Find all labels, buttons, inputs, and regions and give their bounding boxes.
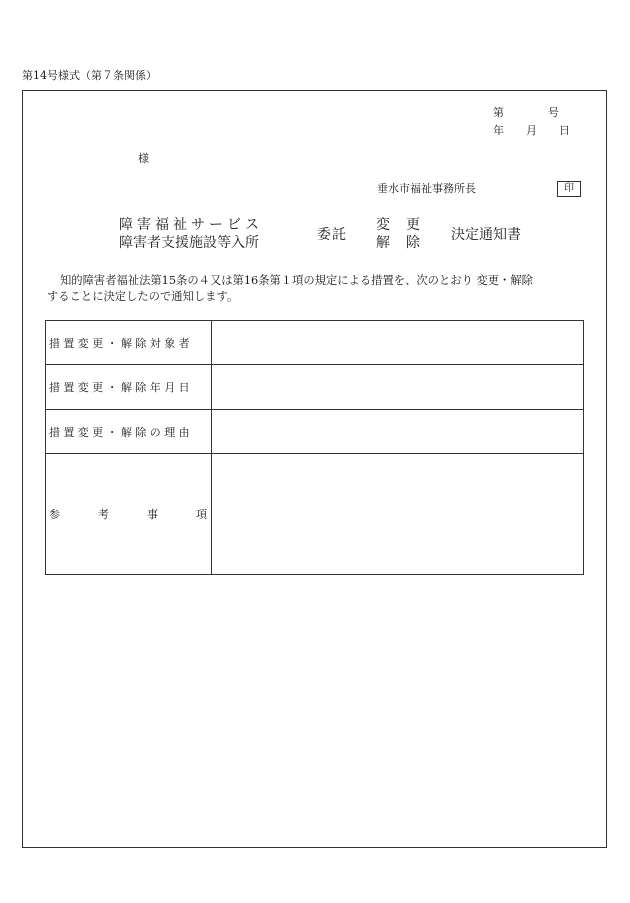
change-reason-label: 措置変更・解除の理由: [49, 425, 193, 439]
body-text-line2: することに決定したので通知します。: [47, 290, 239, 303]
body-text-line1: 知的障害者福祉法第15条の４又は第16条第１項の規定による措置を、次のとおり 変更・解除: [60, 274, 533, 287]
title-entrust: 委託: [317, 227, 347, 243]
table-row: [46, 321, 584, 365]
title-facility: 障害者支援施設等入所: [119, 235, 259, 251]
table-row: [46, 365, 584, 410]
table-row: [46, 410, 584, 454]
target-person-field[interactable]: [212, 321, 584, 365]
change-reason-field[interactable]: [212, 410, 584, 454]
target-person-label: 措置変更・解除対象者: [49, 336, 193, 350]
form-number: 第14号様式（第７条関係）: [22, 69, 157, 82]
date-label: 年 月 日: [493, 124, 570, 137]
reference-field[interactable]: [212, 454, 584, 575]
document-number-label: 第 号: [493, 106, 559, 119]
title-notice: 決定通知書: [451, 227, 521, 243]
notice-table: [45, 320, 584, 575]
addressee-suffix: 様: [138, 152, 149, 165]
title-service: 障害福祉サービス: [119, 217, 263, 233]
change-date-label: 措置変更・解除年月日: [49, 381, 193, 394]
issuer-name: 垂水市福祉事務所長: [377, 182, 476, 195]
table-row: [46, 454, 584, 575]
change-date-field[interactable]: [212, 365, 584, 410]
title-change: 変 更: [376, 217, 421, 233]
seal-mark: 印: [557, 181, 581, 197]
reference-label: 参 考 事 項: [49, 508, 207, 521]
title-cancel: 解 除: [376, 235, 421, 251]
